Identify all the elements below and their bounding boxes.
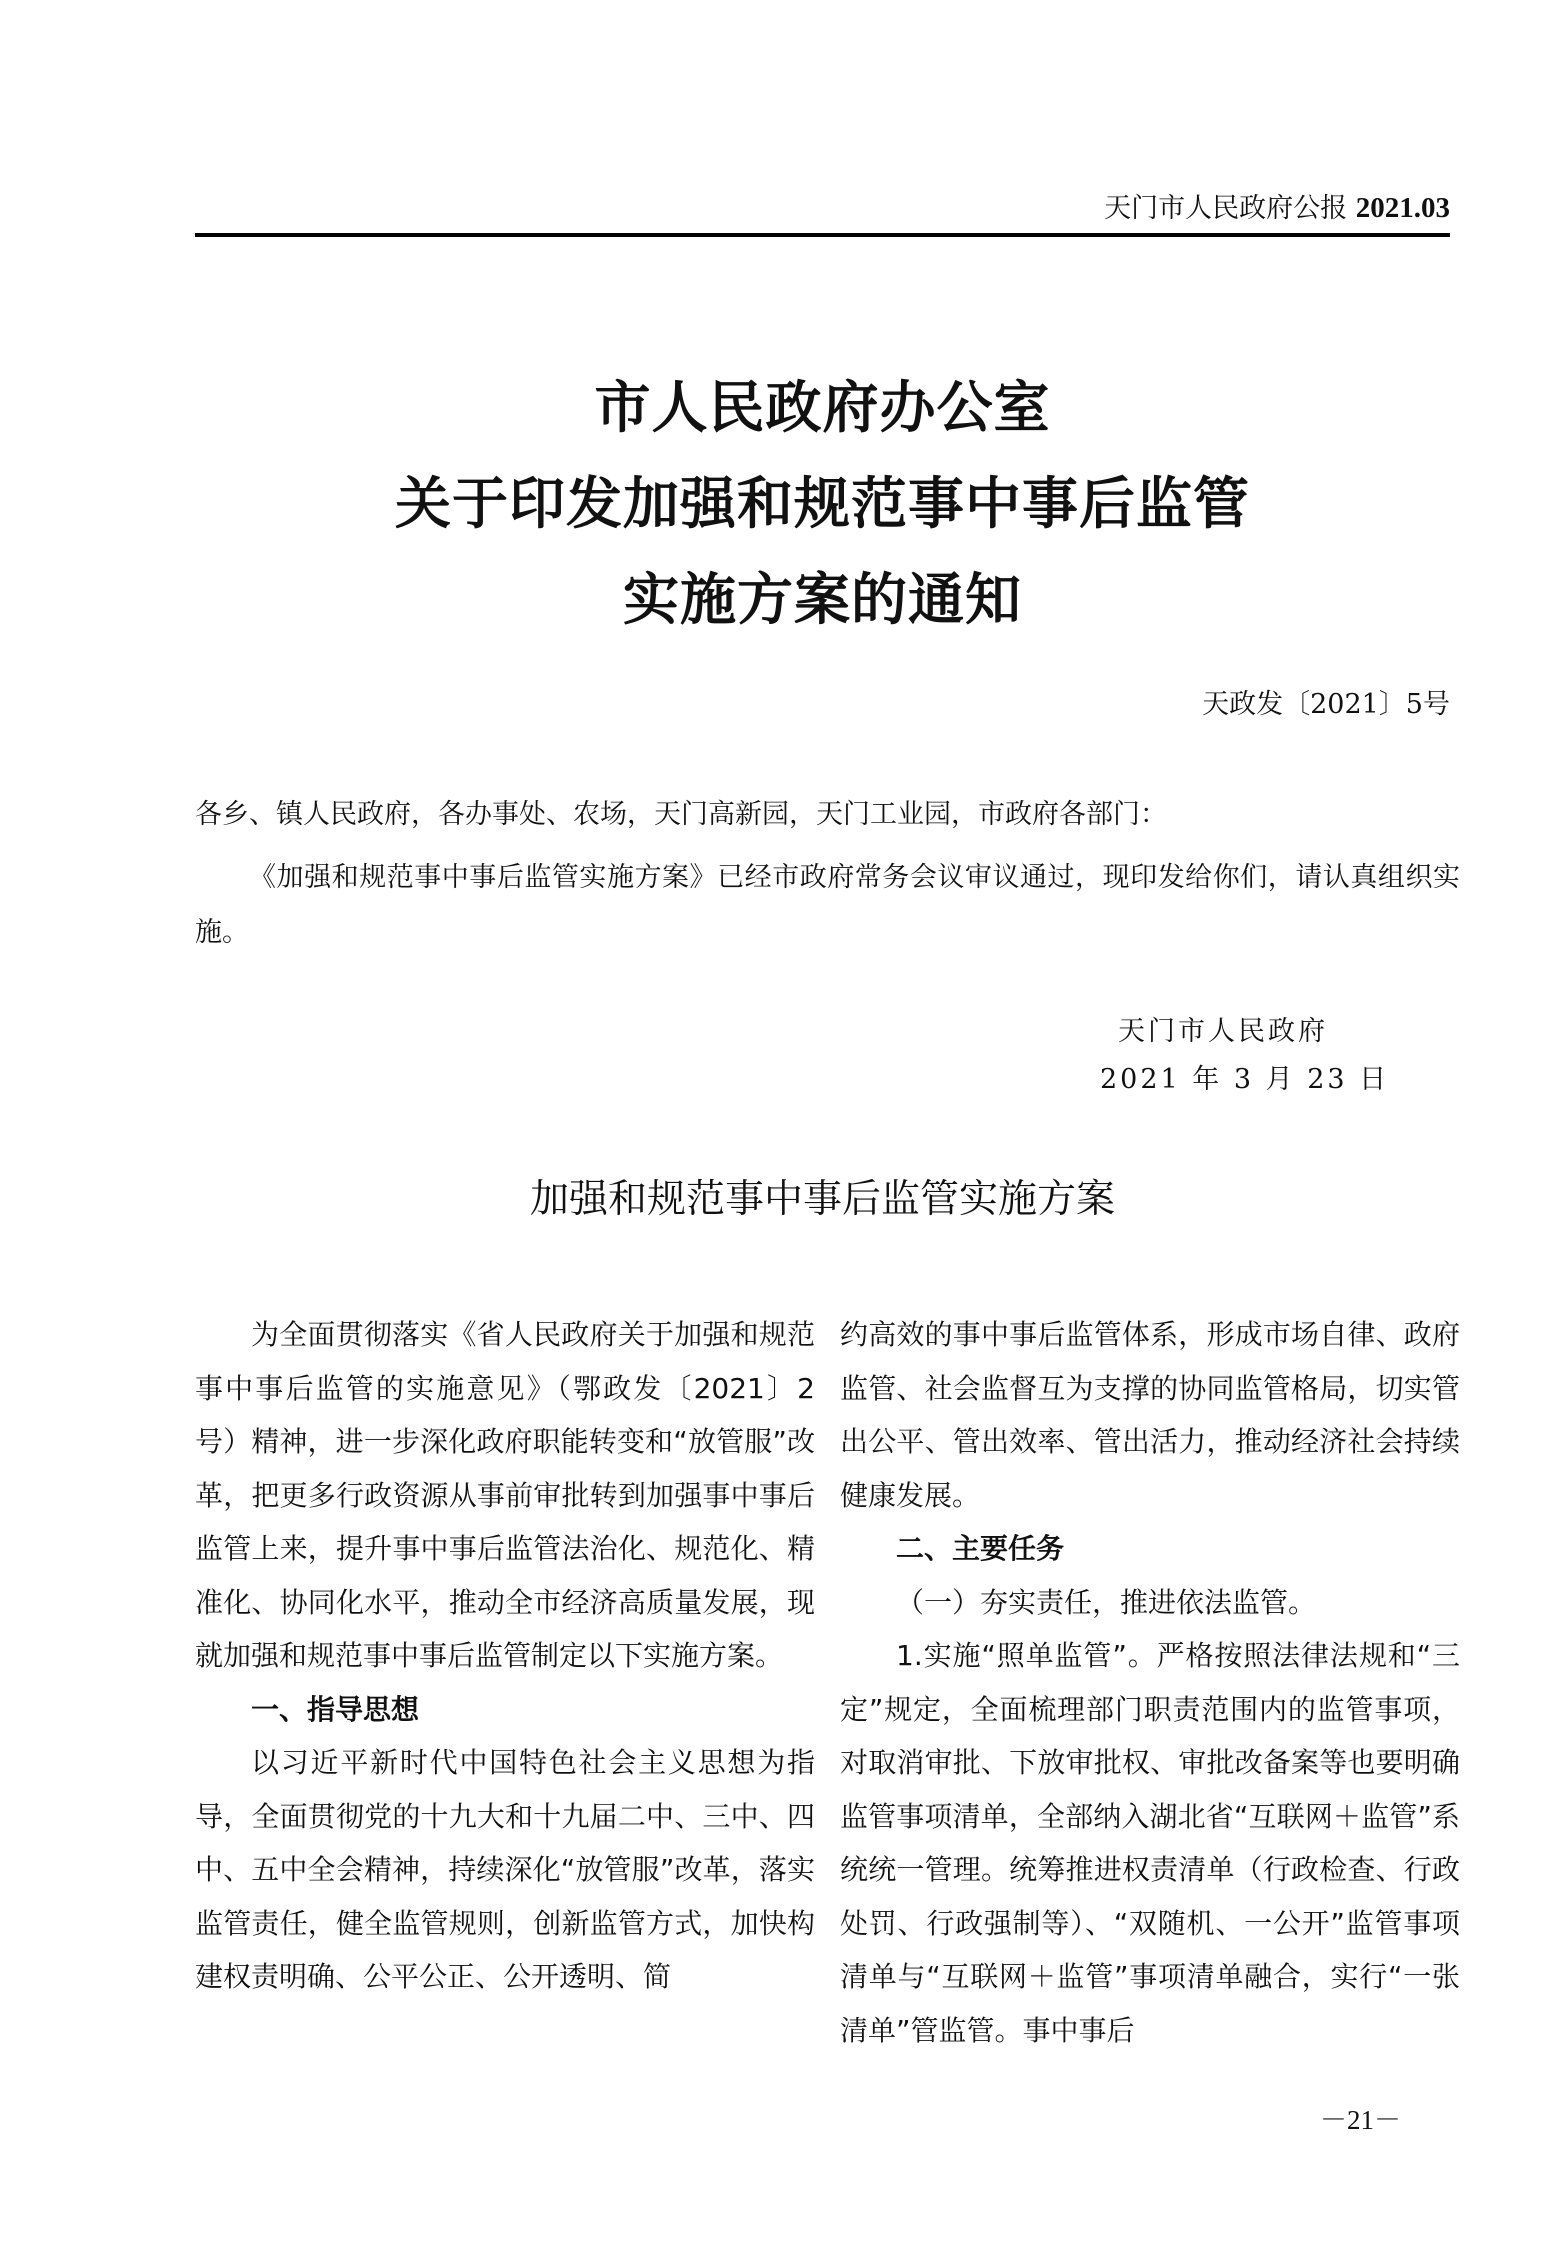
notice-body: 《加强和规范事中事后监管实施方案》已经市政府常务会议审议通过，现印发给你们，请认真组织实施。 bbox=[195, 862, 1460, 948]
publication-name: 天门市人民政府公报 bbox=[1104, 193, 1348, 224]
section-heading: 二、主要任务 bbox=[896, 1532, 1065, 1565]
section-heading: 一、指导思想 bbox=[251, 1692, 420, 1726]
subsection-heading: （一）夯实责任，推进依法监管。 bbox=[896, 1585, 1317, 1619]
header-rule bbox=[195, 233, 1450, 237]
right-column bbox=[840, 1308, 1460, 2057]
paragraph: 1.实施“照单监管”。严格按照法律法规和“三定”规定，全面梳理部门职责范围内的监管事项，对取消审批、下放审批权、审批改备案等也要明确监管事项清单，全部纳入湖北省“互联网＋监管”系统统一管理。统筹推进权责清单（行政检查、行政处罚、行政强制等）、“双随机、一公开”监管事项清单与“互联网＋监管”事项清单融合，实行“一张清单”管监管。事中事后 bbox=[840, 1639, 1460, 2047]
document-number: 天政发〔2021〕5号 bbox=[1202, 689, 1450, 720]
notice-title bbox=[195, 360, 1450, 648]
signatory: 天门市人民政府 bbox=[1118, 1016, 1328, 1047]
title-line: 实施方案的通知 bbox=[623, 567, 1022, 633]
running-header bbox=[195, 188, 1450, 229]
issue-date: 2021 年 3 月 23 日 bbox=[1100, 1064, 1390, 1095]
paragraph: 以习近平新时代中国特色社会主义思想为指导，全面贯彻党的十九大和十九届二中、三中、四中、五中全会精神，持续深化“放管服”改革，落实监管责任，健全监管规则，创新监管方式，加快构建权责明确、公平公正、公开透明、简 bbox=[195, 1746, 815, 1993]
title-line: 市人民政府办公室 bbox=[594, 375, 1051, 441]
salutation: 各乡、镇人民政府，各办事处、农场，天门高新园，天门工业园，市政府各部门： bbox=[195, 799, 1167, 830]
left-column bbox=[195, 1308, 815, 2004]
issue-number: 2021.03 bbox=[1355, 192, 1450, 224]
paragraph-continuation: 约高效的事中事后监管体系，形成市场自律、政府监管、社会监督互为支撑的协同监管格局，切实管出公平、管出效率、管出活力，推动经济社会持续健康发展。 bbox=[840, 1318, 1460, 1512]
plan-title: 加强和规范事中事后监管实施方案 bbox=[529, 1177, 1115, 1222]
page-number: －21－ bbox=[1320, 2105, 1401, 2135]
signature-block bbox=[1100, 1008, 1389, 1104]
title-line: 关于印发加强和规范事中事后监管 bbox=[395, 471, 1250, 537]
paragraph: 为全面贯彻落实《省人民政府关于加强和规范事中事后监管的实施意见》（鄂政发〔2021〕2 号）精神，进一步深化政府职能转变和“放管服”改革，把更多行政资源从事前审批转到加强事中事后监管上来，提升事中事后监管法治化、规范化、精准化、协同化水平，推动全市经济高质量发展，现就加强和规范事中事后监管制定以下实施方案。 bbox=[195, 1318, 815, 1672]
